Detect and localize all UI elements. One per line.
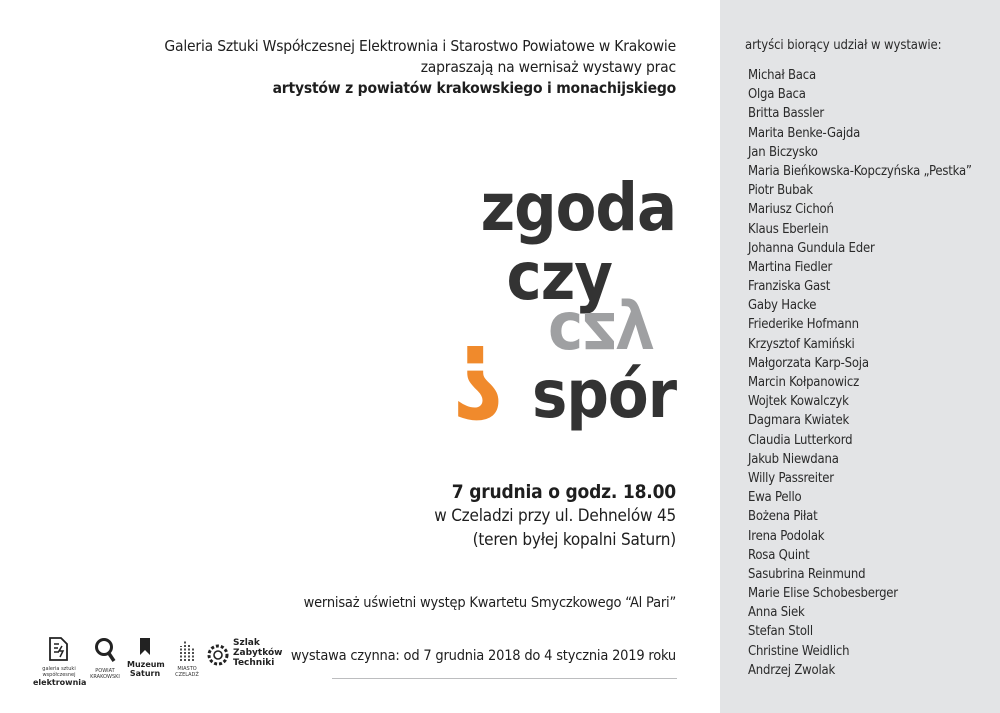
gear-icon (205, 642, 231, 668)
miasto-logo-icon (178, 636, 196, 662)
szlak-text (233, 638, 282, 668)
artist-name: Jan Biczysko (748, 144, 818, 160)
artist-name: Piotr Bubak (748, 183, 813, 199)
event-details (434, 480, 676, 552)
event-place: w Czeladzi przy ul. Dehnelów 45 (434, 506, 676, 526)
artist-name: Andrzej Zwolak (748, 662, 836, 678)
elektrownia-caption: galeria sztuki współczesnej (42, 666, 76, 678)
artist-name: Gaby Hacke (748, 298, 817, 314)
artist-name: Christine Weidlich (748, 643, 850, 659)
event-date: 7 grudnia o godz. 18.00 (451, 481, 676, 503)
partner-logos (33, 636, 293, 686)
powiat-logo (87, 636, 123, 680)
elektrownia-name: elektrownia (33, 678, 87, 687)
artist-name: Martina Fiedler (748, 259, 833, 275)
intro-line-artists: artystów z powiatów krakowskiego i monachijskiego (272, 79, 676, 97)
artists-list (748, 66, 972, 680)
title-word-zgoda: zgoda (480, 169, 676, 246)
artist-name: Marita Benke-Gajda (748, 125, 861, 141)
muzeum-line1: Muzeum (127, 660, 165, 669)
artist-name: Stefan Stoll (748, 624, 813, 640)
artist-name: Małgorzata Karp-Soja (748, 355, 869, 371)
artist-name: Krzysztof Kamiński (748, 336, 855, 352)
artist-name: Claudia Lutterkord (748, 432, 853, 448)
intro-line-invite: zapraszają na wernisaż wystawy prac (420, 58, 676, 76)
muzeum-line2: Saturn (129, 669, 161, 678)
divider-line (332, 678, 677, 679)
intro-line-organizers: Galeria Sztuki Współczesnej Elektrownia i Starostwo Powiatowe w Krakowie (164, 37, 676, 55)
artist-name: Wojtek Kowalczyk (748, 394, 849, 410)
artist-name: Johanna Gundula Eder (748, 240, 875, 256)
artist-name: Klaus Eberlein (748, 221, 829, 237)
intro-text (164, 36, 676, 99)
artist-name: Bożena Piłat (748, 509, 818, 525)
artist-name: Britta Bassler (748, 106, 824, 122)
artist-name: Maria Bieńkowska-Kopczyńska „Pestka” (748, 163, 972, 179)
miasto-czeladz-logo (170, 636, 204, 678)
artists-heading: artyści biorący udział w wystawie: (745, 38, 942, 53)
concert-note: wernisaż uświetni występ Kwartetu Smyczkowego “Al Pari” (303, 595, 676, 611)
artist-name: Franziska Gast (748, 279, 831, 295)
exhibition-dates: wystawa czynna: od 7 grudnia 2018 do 4 stycznia 2019 roku (290, 648, 676, 664)
artist-name: Irena Podolak (748, 528, 825, 544)
powiat-logo-icon (93, 636, 117, 664)
elektrownia-logo (33, 636, 85, 687)
question-mark-icon: ? (452, 322, 505, 439)
artist-name: Ewa Pello (748, 490, 802, 506)
muzeum-logo-icon (138, 636, 152, 656)
artist-name: Friederike Hofmann (748, 317, 859, 333)
artist-name: Anna Siek (748, 605, 805, 621)
title-word-spor: spór (532, 356, 676, 433)
title-word-czy-mirrored: czy (548, 297, 654, 374)
artist-name: Jakub Niewdana (748, 451, 839, 467)
artist-name: Sasubrina Reinmund (748, 566, 866, 582)
artist-name: Dagmara Kwiatek (748, 413, 850, 429)
muzeum-saturn-logo (127, 636, 163, 678)
artist-name: Marie Elise Schobesberger (748, 586, 898, 602)
szlak-line2: Zabytków (233, 648, 283, 658)
title-word-czy: czy (506, 238, 612, 315)
event-place-note: (teren byłej kopalni Saturn) (472, 530, 676, 550)
artist-name: Marcin Kołpanowicz (748, 375, 860, 390)
artist-name: Rosa Quint (748, 547, 810, 563)
szlak-line1: Szlak (233, 638, 260, 648)
elektrownia-logo-icon (47, 636, 71, 662)
miasto-caption: MIASTO CZELADŹ (175, 666, 199, 678)
artist-name: Olga Baca (748, 87, 806, 103)
artist-name: Willy Passreiter (748, 470, 834, 486)
artist-name: Michał Baca (748, 68, 816, 83)
artist-name: Mariusz Cichoń (748, 202, 834, 218)
powiat-caption: POWIAT KRAKOWSKI (90, 668, 120, 680)
szlak-line3: Techniki (233, 658, 275, 668)
